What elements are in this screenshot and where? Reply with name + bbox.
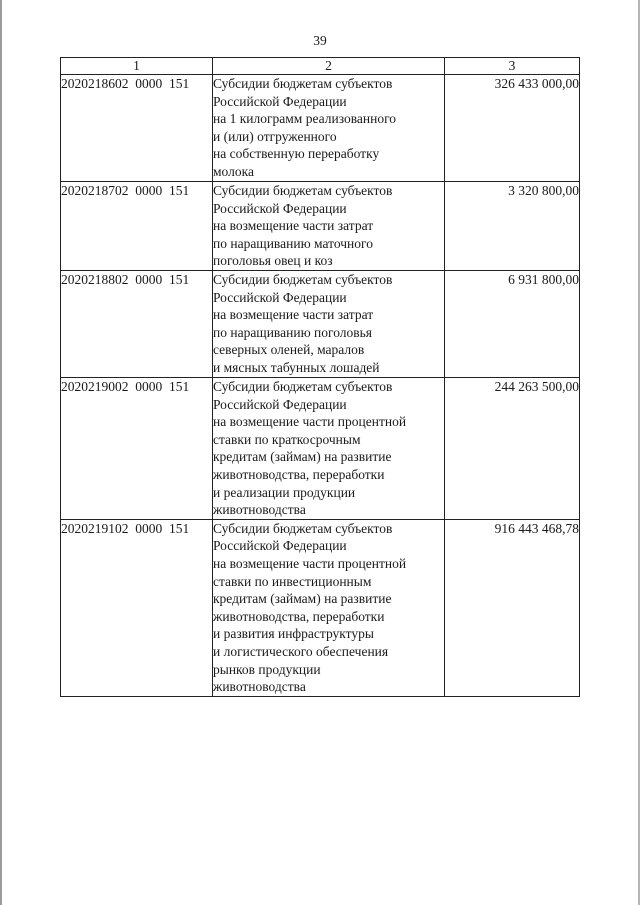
column-header-2: 2 bbox=[213, 58, 445, 75]
description-line: Российской Федерации bbox=[213, 200, 347, 216]
amount-cell: 3 320 800,00 bbox=[445, 182, 580, 271]
description-line: по наращиванию поголовья bbox=[213, 324, 373, 340]
column-header-3: 3 bbox=[445, 58, 580, 75]
description-line: Российской Федерации bbox=[213, 538, 347, 554]
page-number: 39 bbox=[313, 33, 327, 48]
description-line: на возмещение части затрат bbox=[213, 307, 374, 323]
budget-code-cell: 2020218802 0000 151 bbox=[61, 271, 213, 378]
description-cell bbox=[213, 378, 445, 520]
description-line: Субсидии бюджетам субъектов bbox=[213, 183, 393, 198]
amount-cell: 6 931 800,00 bbox=[445, 271, 580, 378]
description-line: Субсидии бюджетам субъектов bbox=[213, 379, 393, 394]
description-line: кредитам (займам) на развитие bbox=[213, 591, 392, 607]
table-row bbox=[61, 75, 580, 182]
description-cell bbox=[213, 75, 445, 182]
budget-code-cell: 2020218702 0000 151 bbox=[61, 182, 213, 271]
description-line: по наращиванию маточного bbox=[213, 235, 373, 251]
description-line: животноводства bbox=[213, 679, 306, 695]
description-line: на возмещение части процентной bbox=[213, 555, 407, 571]
budget-code-cell: 2020218602 0000 151 bbox=[61, 75, 213, 182]
budget-code-cell: 2020219102 0000 151 bbox=[61, 519, 213, 696]
description-line: на возмещение части процентной bbox=[213, 414, 407, 430]
description-line: ставки по инвестиционным bbox=[213, 573, 372, 589]
description-line: на возмещение части затрат bbox=[213, 218, 374, 234]
description-line: Субсидии бюджетам субъектов bbox=[213, 76, 393, 91]
description-cell bbox=[213, 182, 445, 271]
description-cell bbox=[213, 519, 445, 696]
description-line: Российской Федерации bbox=[213, 289, 347, 305]
description-line: Субсидии бюджетам субъектов bbox=[213, 520, 393, 536]
table-row bbox=[61, 519, 580, 696]
description-line: Российской Федерации bbox=[213, 93, 347, 109]
description-line: ставки по краткосрочным bbox=[213, 431, 361, 447]
description-line: рынков продукции bbox=[213, 661, 321, 677]
table-row bbox=[61, 182, 580, 271]
amount-cell: 326 433 000,00 bbox=[445, 75, 580, 182]
description-line: на 1 килограмм реализованного bbox=[213, 111, 397, 127]
amount-cell: 244 263 500,00 bbox=[445, 378, 580, 520]
description-line: и мясных табунных лошадей bbox=[213, 359, 380, 375]
table-header-row bbox=[61, 58, 580, 75]
description-line: Российской Федерации bbox=[213, 396, 347, 412]
description-line: поголовья овец и коз bbox=[213, 253, 333, 269]
description-line: кредитам (займам) на развитие bbox=[213, 449, 392, 465]
description-line: на собственную переработку bbox=[213, 146, 380, 162]
description-line: северных оленей, маралов bbox=[213, 342, 365, 358]
budget-table bbox=[60, 57, 580, 697]
description-line: животноводства bbox=[213, 502, 306, 518]
column-header-1: 1 bbox=[61, 58, 213, 75]
table-row bbox=[61, 378, 580, 520]
description-line: Субсидии бюджетам субъектов bbox=[213, 272, 393, 287]
amount-cell: 916 443 468,78 bbox=[445, 519, 580, 696]
description-line: и логистического обеспечения bbox=[213, 643, 389, 659]
table-row bbox=[61, 271, 580, 378]
description-line: молока bbox=[213, 163, 254, 179]
page-edge-left bbox=[0, 0, 2, 905]
budget-code-cell: 2020219002 0000 151 bbox=[61, 378, 213, 520]
description-line: и (или) отгруженного bbox=[213, 128, 337, 144]
description-line: и развития инфраструктуры bbox=[213, 626, 374, 642]
description-cell bbox=[213, 271, 445, 378]
description-line: животноводства, переработки bbox=[213, 466, 385, 482]
description-line: и реализации продукции bbox=[213, 484, 356, 500]
description-line: животноводства, переработки bbox=[213, 608, 385, 624]
